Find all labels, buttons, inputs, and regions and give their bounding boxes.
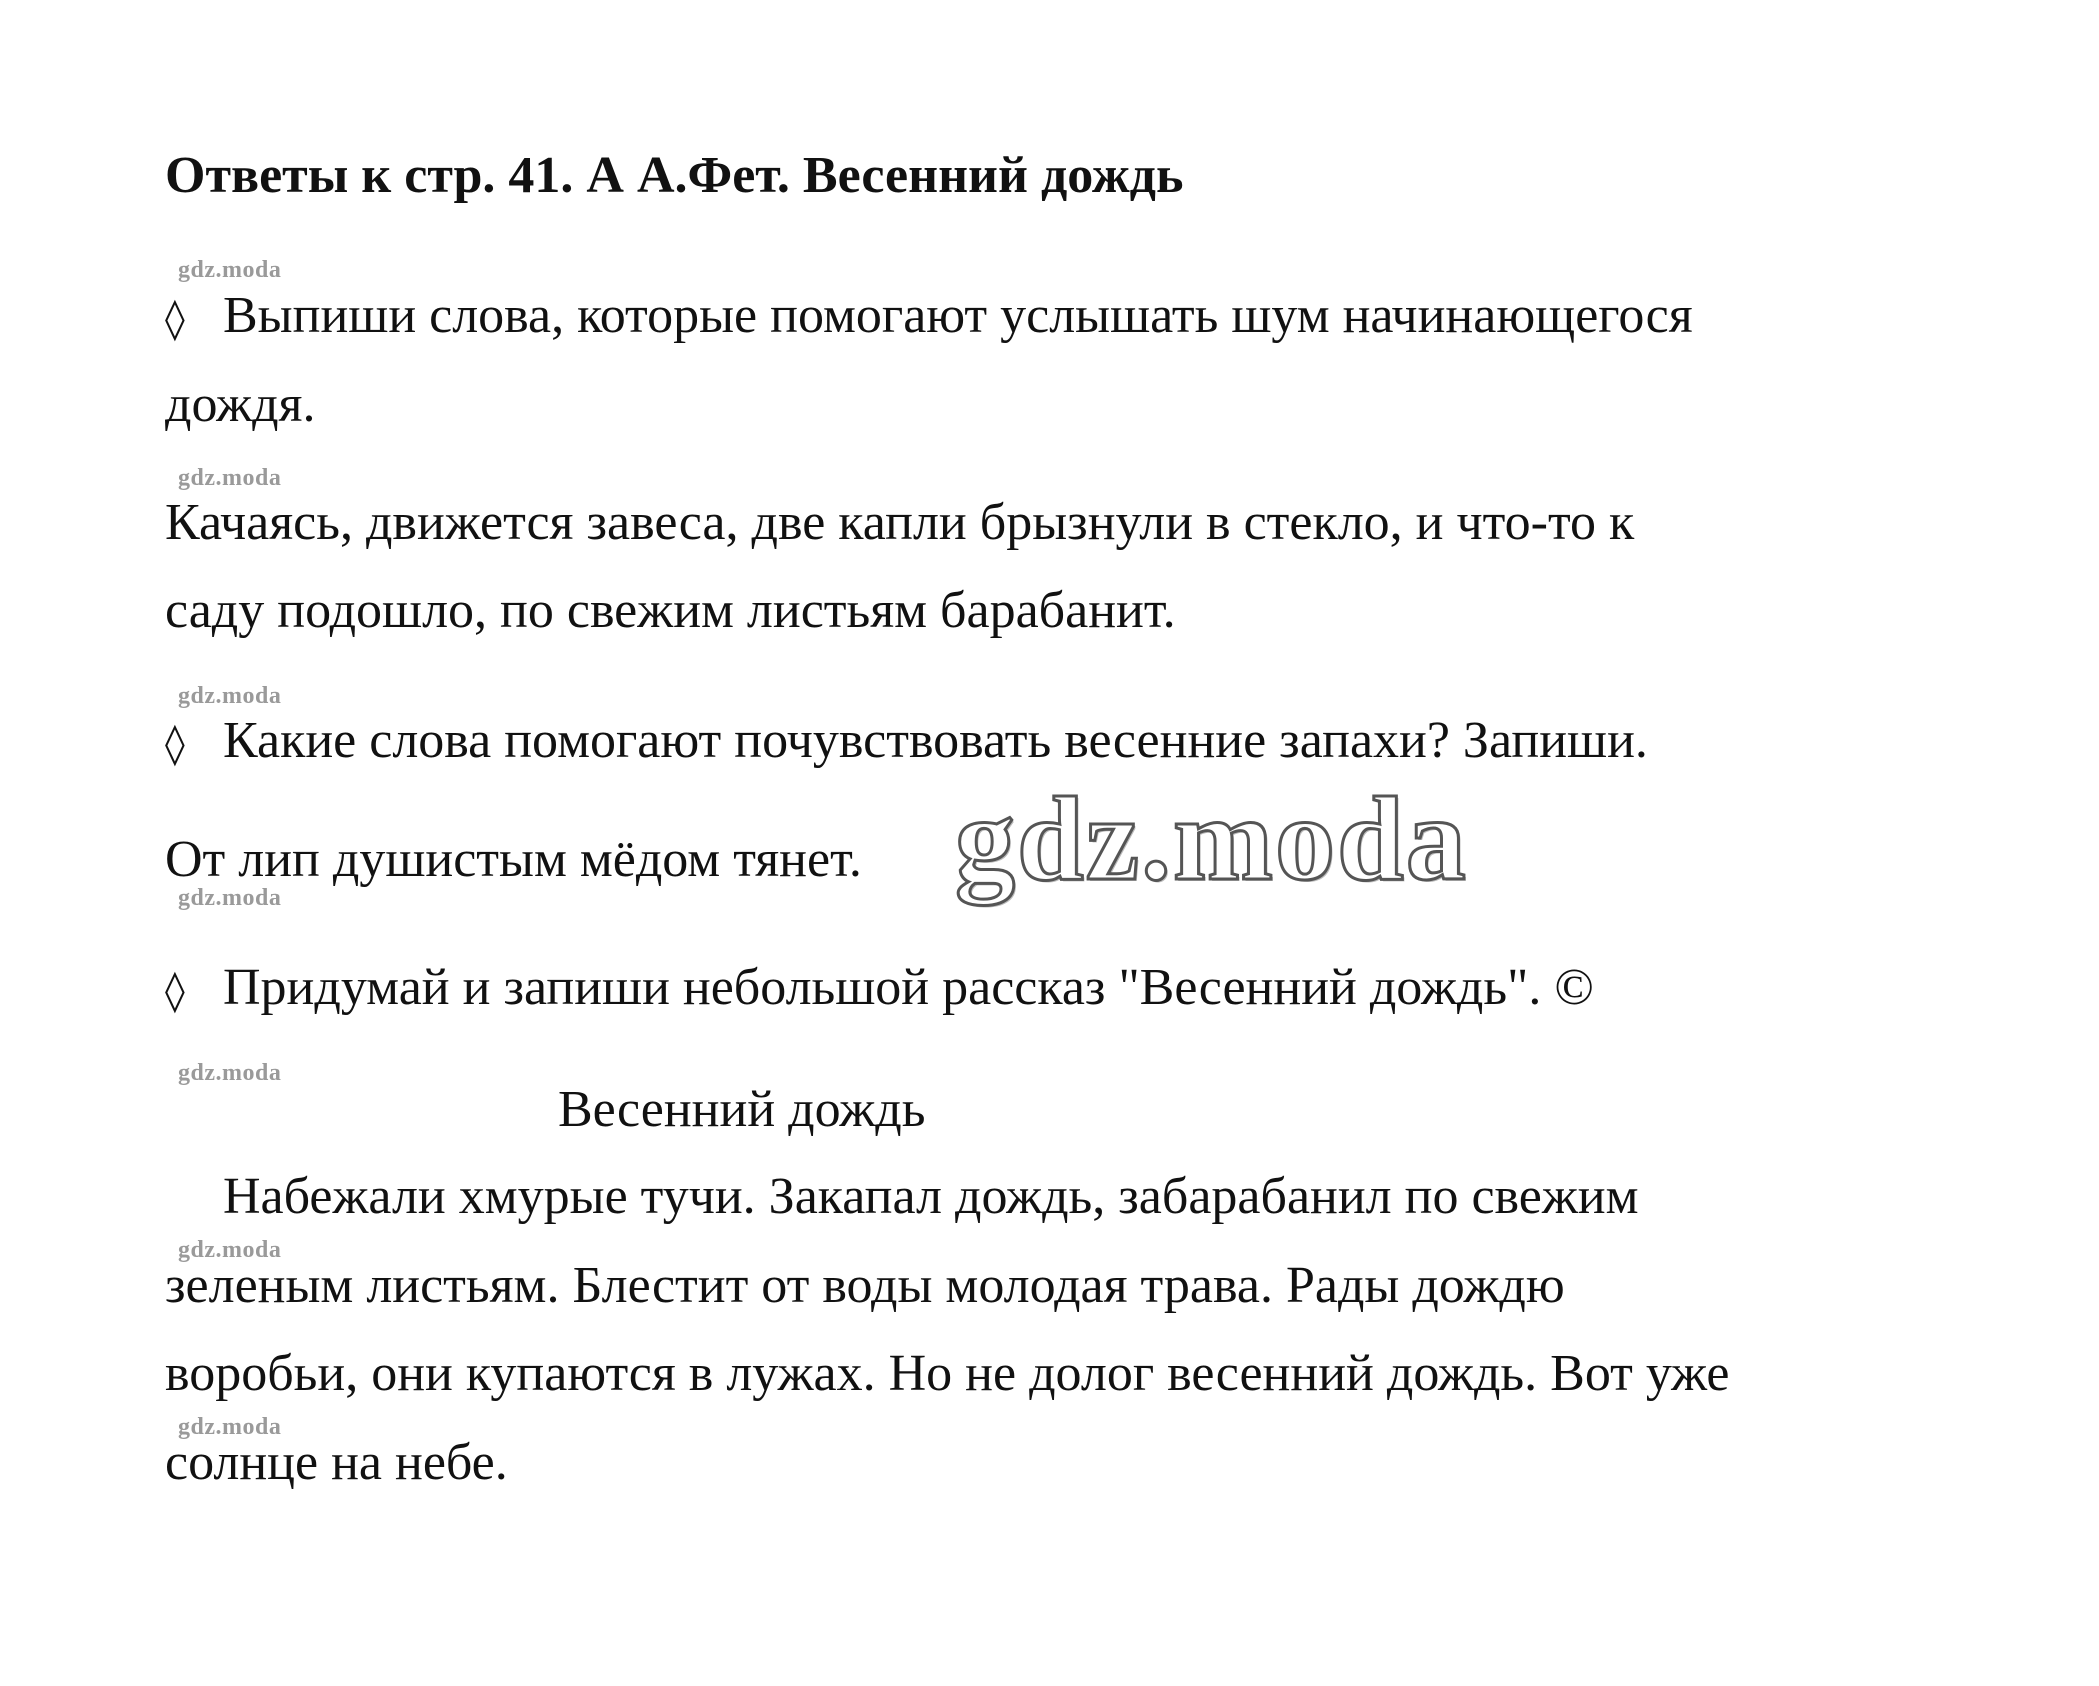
question-1-text: Выпиши слова, которые помогают услышать шум начинающегося <box>223 287 1693 344</box>
question-2-text: Какие слова помогают почувствовать весенние запахи? Запиши. <box>223 712 1648 769</box>
story-line-1: Набежали хмурые тучи. Закапал дождь, забарабанил по свежим <box>223 1168 1639 1225</box>
watermark-large: gdz.moda <box>955 772 1468 905</box>
question-1-continuation: дождя. <box>165 376 316 433</box>
page-title: Ответы к стр. 41. А А.Фет. Весенний дождь <box>165 147 1184 204</box>
diamond-bullet-icon: ◊ <box>165 296 185 342</box>
answer-1-line-1: Качаясь, движется завеса, две капли брызнули в стекло, и что-то к <box>165 494 1635 551</box>
watermark-small: gdz.moda <box>178 1060 282 1086</box>
diamond-bullet-icon: ◊ <box>165 968 185 1014</box>
story-line-3: воробьи, они купаются в лужах. Но не долог весенний дождь. Вот уже <box>165 1345 1730 1402</box>
watermark-small: gdz.moda <box>178 1414 282 1440</box>
question-2 <box>165 711 1648 770</box>
watermark-small: gdz.moda <box>178 885 282 911</box>
story-line-2: зеленым листьям. Блестит от воды молодая трава. Рады дождю <box>165 1257 1565 1314</box>
story-line-4: солнце на небе. <box>165 1434 508 1491</box>
question-3-text: Придумай и запиши небольшой рассказ "Весенний дождь". © <box>223 959 1594 1016</box>
watermark-small: gdz.moda <box>178 465 282 491</box>
diamond-bullet-icon: ◊ <box>165 721 185 767</box>
watermark-small: gdz.moda <box>178 257 282 283</box>
answer-1-line-2: саду подошло, по свежим листьям барабанит. <box>165 582 1176 639</box>
watermark-small: gdz.moda <box>178 683 282 709</box>
answer-2-line-1: От лип душистым мёдом тянет. <box>165 831 862 888</box>
watermark-small: gdz.moda <box>178 1237 282 1263</box>
question-1 <box>165 286 1693 345</box>
story-title: Весенний дождь <box>558 1081 926 1138</box>
question-3 <box>165 958 1594 1017</box>
